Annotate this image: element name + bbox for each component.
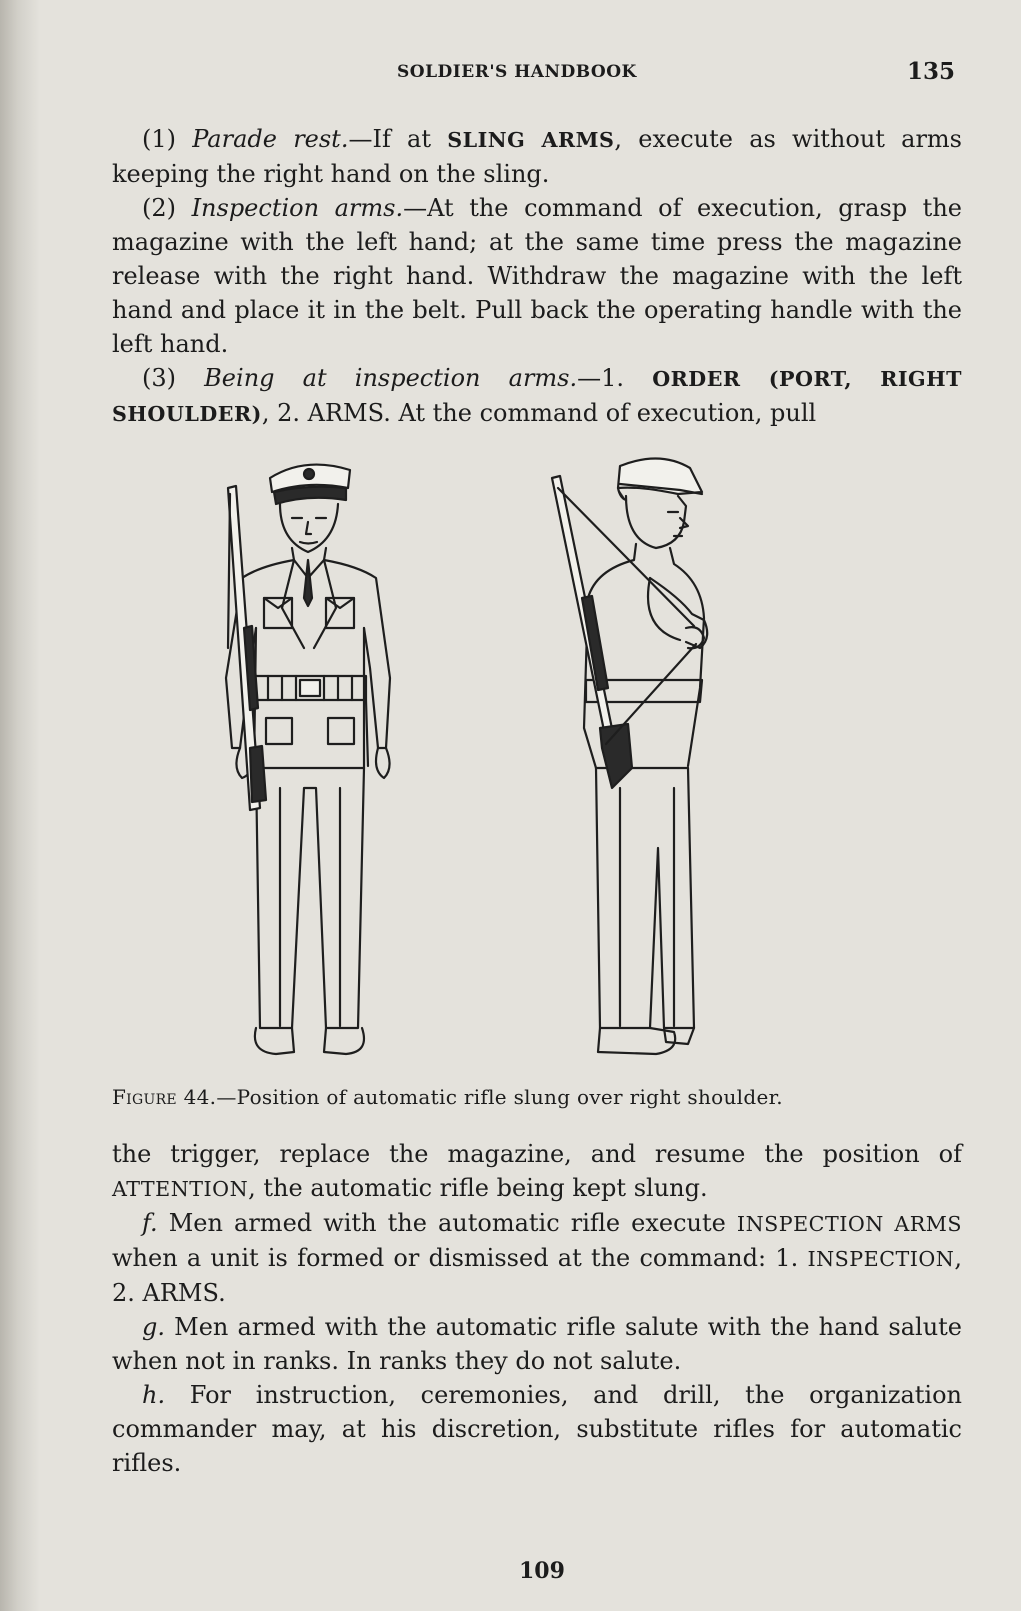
- command-order-port-right-shoulder: ORDER (PORT, RIGHT SHOULDER): [112, 367, 962, 426]
- page-number-bottom: 109: [519, 1558, 565, 1584]
- figure-caption-text: —Position of automatic rifle slung over right shoulder.: [216, 1085, 783, 1109]
- figure-caption: [112, 1085, 962, 1109]
- paragraph-being-at-inspection-arms: (3) Being at inspection arms.—1. ORDER (PORT, RIGHT SHOULDER), 2. ARMS. At the command of execution, pull: [112, 364, 962, 427]
- top-text-block: [112, 122, 962, 431]
- binding-shadow: [0, 0, 40, 1611]
- paragraph-h: h. For instruction, ceremonies, and drill, the organization commander may, at his discretion, substitute rifles for automatic rifles.: [112, 1381, 962, 1477]
- soldier-illustration: [180, 448, 780, 1068]
- command-inspection-arms: INSPECTION ARMS: [736, 1212, 962, 1236]
- running-title: SOLDIER'S HANDBOOK: [397, 62, 637, 82]
- paragraph-inspection-arms: (2) Inspection arms.—At the command of execution, grasp the magazine with the left hand; at the same time press the magazine release with the right hand. Withdraw the magazine with the left hand and place it in the belt. Pull back the operating handle with the left hand.: [112, 194, 962, 358]
- subheading-parade-rest: Parade rest.: [192, 125, 349, 153]
- command-attention: ATTENTION: [112, 1177, 249, 1201]
- command-inspection: INSPECTION: [807, 1247, 955, 1271]
- subheading-being-at-inspection: Being at inspection arms.: [204, 364, 578, 392]
- subheading-inspection-arms: Inspection arms.: [191, 194, 404, 222]
- figure-44-illustration: [180, 448, 780, 1068]
- command-sling-arms: SLING ARMS: [447, 128, 615, 152]
- running-header: [112, 58, 962, 88]
- figure-label: Figure 44.: [112, 1085, 217, 1109]
- bottom-text-block: [112, 1137, 962, 1480]
- side-view-soldier: [552, 458, 707, 1054]
- paragraph-f: f. Men armed with the automatic rifle execute INSPECTION ARMS when a unit is formed or dismissed at the command: 1. INSPECTION, 2. ARMS.: [112, 1209, 962, 1307]
- paragraph-parade-rest: (1) Parade rest.—If at SLING ARMS, execute as without arms keeping the right hand on the sling.: [112, 125, 963, 188]
- page-number-top: 135: [906, 58, 955, 85]
- paragraph-continuation: the trigger, replace the magazine, and resume the position of ATTENTION, the automatic rifle being kept slung.: [112, 1140, 962, 1202]
- paragraph-g: g. Men armed with the automatic rifle salute with the hand salute when not in ranks. In ranks they do not salute.: [112, 1313, 962, 1375]
- front-view-soldier: [226, 465, 390, 1054]
